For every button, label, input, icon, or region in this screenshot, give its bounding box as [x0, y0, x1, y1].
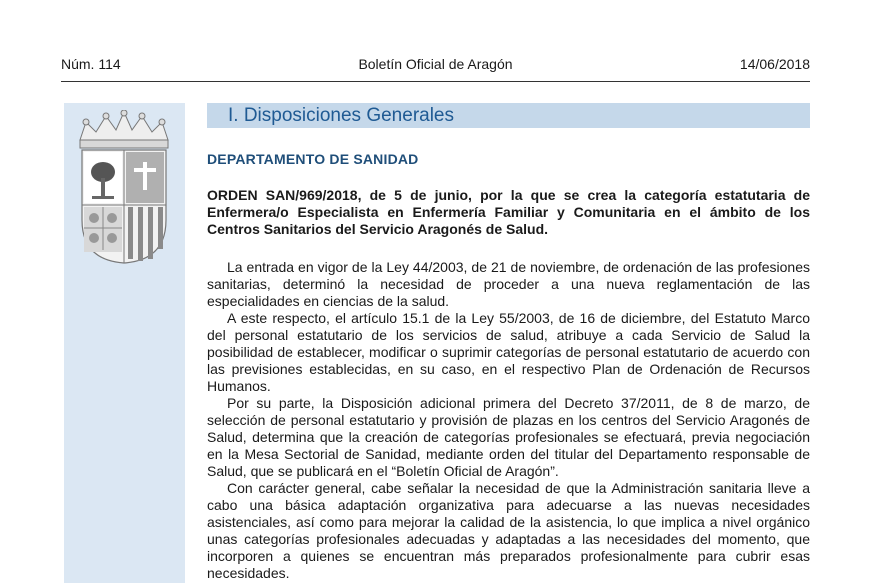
- paragraph: A este respecto, el artículo 15.1 de la Ley 55/2003, de 16 de diciembre, del Estatuto Marco del personal estatutario de los servicios de salud, atribuye a cada Servicio de Salud la posibilidad de establecer, modificar o suprimir categorías de personal estatutario de acuerdo con las previsiones establecidas, en su caso, en el respectivo Plan de Ordenación de Recursos Humanos.: [207, 310, 810, 394]
- paragraph: La entrada en vigor de la Ley 44/2003, de 21 de noviembre, de ordenación de las profesiones sanitarias, determinó la necesidad de proceder a una nueva reglamentación de las especialidades en ciencias de la salud.: [207, 259, 810, 309]
- publication-title: Boletín Oficial de Aragón: [358, 56, 513, 72]
- header-divider: [61, 81, 810, 82]
- page-header: [61, 56, 810, 74]
- document-body: [207, 259, 810, 582]
- issue-number: Núm. 114: [61, 56, 121, 72]
- aragon-coat-of-arms-icon: [72, 110, 176, 265]
- section-title: I. Disposiciones Generales: [228, 105, 454, 126]
- paragraph: Por su parte, la Disposición adicional primera del Decreto 37/2011, de 8 de marzo, de selección de personal estatutario y provisión de plazas en los centros del Servicio Aragonés de Salud, determina que la creación de categorías profesionales se efectuará, previa negociación en la Mesa Sectorial de Sanidad, mediante orden del titular del Departamento responsable de Salud, que se publicará en el “Boletín Oficial de Aragón”.: [207, 395, 810, 479]
- publication-date: 14/06/2018: [739, 56, 810, 72]
- department-heading: DEPARTAMENTO DE SANIDAD: [207, 151, 419, 167]
- order-title: ORDEN SAN/969/2018, de 5 de junio, por la que se crea la categoría estatutaria de Enfermera/o Especialista en Enfermería Familiar y Comunitaria en el ámbito de los Centros Sanitarios del Servicio Aragonés de Salud.: [207, 187, 810, 237]
- paragraph: Con carácter general, cabe señalar la necesidad de que la Administración sanitaria lleve a cabo una básica adaptación organizativa para adecuarse a las nuevas necesidades asistenciales, así como para mejorar la calidad de la asistencia, lo que implica a nivel orgánico unas categorías profesionales adecuadas y adaptadas a las necesidades del momento, que incorporen a quienes se encuentran más preparados profesionalmente para cubrir esas necesidades.: [207, 480, 810, 581]
